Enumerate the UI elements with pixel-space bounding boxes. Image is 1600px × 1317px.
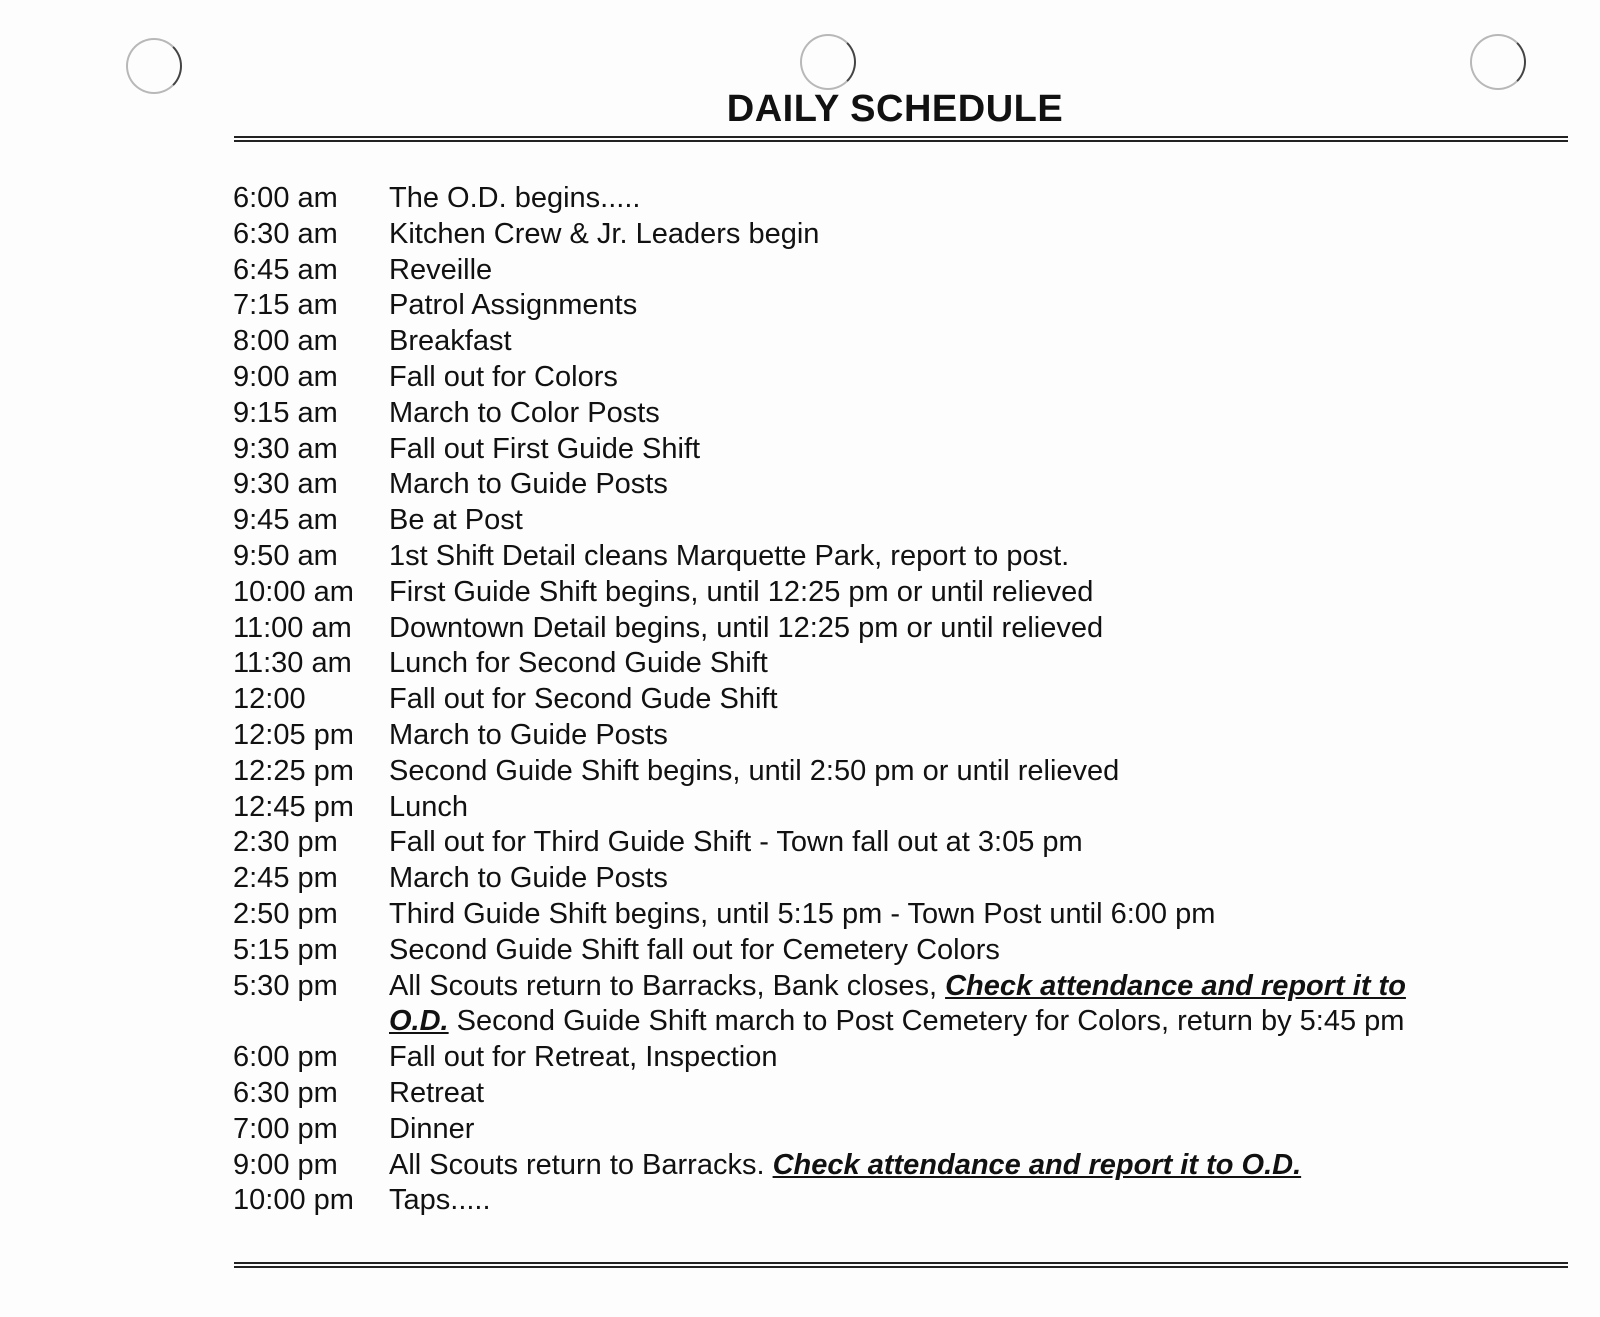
attendance-emphasis: O.D. [389,1005,449,1038]
schedule-activity-group [389,969,1533,1005]
page-title: DAILY SCHEDULE [726,88,1064,130]
schedule-time: 6:00 am [233,182,338,214]
schedule-time: 10:00 pm [233,1184,354,1217]
schedule-activity: March to Guide Posts [389,468,668,501]
schedule-row [233,1076,1533,1112]
schedule-row [233,718,1533,754]
schedule-time: 12:00 [233,683,306,716]
schedule-activity: Taps..... [389,1184,491,1217]
schedule-row-continuation [233,1004,1533,1040]
schedule-activity: All Scouts return to Barracks, Bank closes, [389,969,946,1002]
schedule-time: 9:30 am [233,468,338,501]
schedule-row [233,217,1533,253]
top-double-rule [234,136,1568,142]
bottom-double-rule [234,1262,1568,1268]
schedule-activity: All Scouts return to Barracks. [389,1148,773,1181]
schedule-activity: Third Guide Shift begins, until 5:15 pm - Town Post until 6:00 pm [389,897,1216,930]
schedule-time: 6:00 pm [233,1041,338,1074]
schedule-time: 12:25 pm [233,754,354,787]
schedule-time: 6:30 pm [233,1076,338,1109]
schedule-activity: Fall out First Guide Shift [389,432,701,465]
attendance-emphasis: Check attendance and report it to O.D. [772,1148,1302,1181]
schedule-activity: 1st Shift Detail cleans Marquette Park, report to post. [389,539,1070,572]
schedule-time: 5:15 pm [233,933,338,966]
schedule-time: 9:15 am [233,396,338,429]
schedule-row [233,1148,1533,1184]
schedule-time: 5:30 pm [233,969,338,1002]
schedule-activity: Downtown Detail begins, until 12:25 pm or until relieved [389,611,1104,644]
schedule-row [233,861,1533,897]
schedule-activity: Fall out for Second Gude Shift [389,683,778,716]
schedule-activity: March to Guide Posts [389,718,668,751]
schedule-activity: March to Guide Posts [389,862,668,895]
schedule-row [233,611,1533,647]
schedule-time: 10:00 am [233,575,354,608]
schedule-activity: Dinner [389,1112,475,1145]
schedule-row [233,181,1533,217]
schedule-time: 8:00 am [233,325,338,358]
schedule-time: 9:00 am [233,360,338,393]
schedule-activity: First Guide Shift begins, until 12:25 pm or until relieved [389,575,1094,608]
attendance-emphasis: Check attendance and report it to [945,969,1406,1002]
schedule-activity: Fall out for Retreat, Inspection [389,1041,778,1074]
schedule-time: 9:30 am [233,432,338,465]
schedule-activity: Breakfast [389,325,512,358]
schedule-row [233,503,1533,539]
schedule-row [233,646,1533,682]
schedule-activity-group [389,1148,1533,1184]
schedule-activity: Retreat [389,1076,485,1109]
schedule-time: 2:30 pm [233,826,338,859]
schedule-time: 9:50 am [233,539,338,572]
schedule-row [233,253,1533,289]
schedule-time: 9:00 pm [233,1148,338,1181]
schedule-activity-group [389,1004,1533,1040]
schedule-activity: Second Guide Shift march to Post Cemetery for Colors, return by 5:45 pm [448,1005,1405,1038]
schedule-time: 2:45 pm [233,862,338,895]
schedule-activity: The O.D. begins..... [389,182,641,214]
schedule-activity: Be at Post [389,504,523,537]
schedule-row [233,539,1533,575]
schedule-time: 2:50 pm [233,897,338,930]
schedule-activity: Fall out for Third Guide Shift - Town fall out at 3:05 pm [389,826,1083,859]
schedule-row [233,969,1533,1005]
schedule-row [233,790,1533,826]
schedule-activity: Reveille [389,253,493,286]
schedule-time: 7:15 am [233,289,338,322]
schedule-row [233,825,1533,861]
schedule-time: 12:05 pm [233,718,354,751]
schedule-activity: Lunch for Second Guide Shift [389,647,768,680]
schedule-activity: Second Guide Shift fall out for Cemetery Colors [389,933,1000,966]
schedule-activity: Kitchen Crew & Jr. Leaders begin [389,217,820,250]
schedule-activity: Patrol Assignments [389,289,638,322]
schedule-time: 9:45 am [233,504,338,537]
schedule-row [233,396,1533,432]
schedule-activity: March to Color Posts [389,396,660,429]
punch-hole-icon [1470,34,1526,90]
schedule-row [233,360,1533,396]
schedule-row [233,467,1533,503]
schedule-list [233,181,1533,1219]
punch-hole-icon [126,38,182,94]
punch-hole-icon [800,34,856,90]
schedule-time: 6:30 am [233,217,338,250]
schedule-time [233,1004,389,1040]
schedule-row [233,1040,1533,1076]
schedule-activity: Second Guide Shift begins, until 2:50 pm or until relieved [389,754,1120,787]
schedule-row [233,933,1533,969]
schedule-row [233,897,1533,933]
schedule-row [233,1183,1533,1219]
schedule-time: 12:45 pm [233,790,354,823]
schedule-time: 11:00 am [233,611,352,644]
schedule-row [233,1112,1533,1148]
schedule-activity: Lunch [389,790,469,823]
schedule-time: 7:00 pm [233,1112,338,1145]
schedule-row [233,324,1533,360]
schedule-time: 11:30 am [233,647,352,680]
schedule-row [233,754,1533,790]
schedule-activity: Fall out for Colors [389,360,618,393]
schedule-row [233,288,1533,324]
schedule-row [233,432,1533,468]
schedule-row [233,682,1533,718]
schedule-time: 6:45 am [233,253,338,286]
schedule-row [233,575,1533,611]
